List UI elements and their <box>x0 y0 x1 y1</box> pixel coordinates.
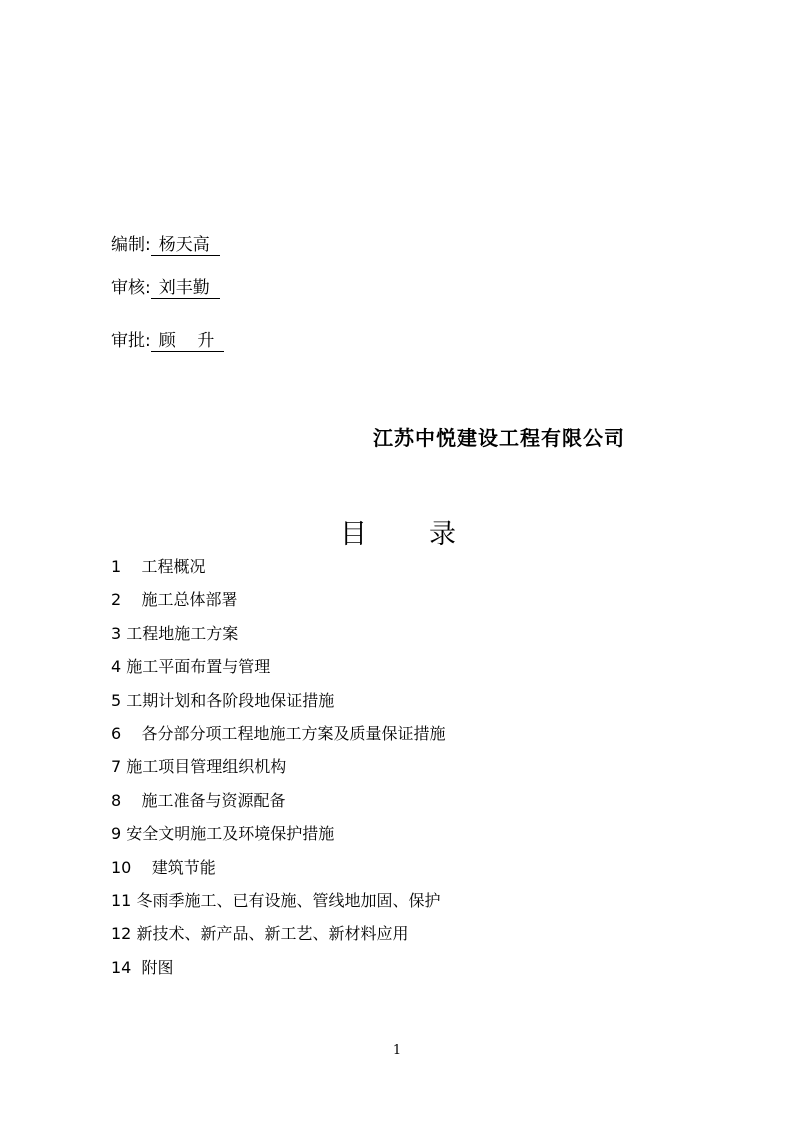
company-name: 江苏中悦建设工程有限公司 <box>373 426 625 450</box>
toc-item: 10 建筑节能 <box>111 857 216 877</box>
signature-row-reviewed <box>111 277 220 299</box>
toc-item: 8 施工准备与资源配备 <box>111 790 286 810</box>
reviewed-by-label: 审核: <box>111 278 151 298</box>
toc-title-right: 录 <box>429 519 456 550</box>
toc-item: 14 附图 <box>111 957 174 977</box>
toc-item: 9 安全文明施工及环境保护措施 <box>111 824 335 844</box>
signature-row-approved <box>111 330 224 352</box>
toc-title-left: 目 <box>340 519 367 550</box>
toc-item: 5 工期计划和各阶段地保证措施 <box>111 690 335 710</box>
toc-item: 6 各分部分项工程地施工方案及质量保证措施 <box>111 723 446 743</box>
approved-by-label: 审批: <box>111 331 151 351</box>
toc-item: 7 施工项目管理组织机构 <box>111 757 287 777</box>
toc-item: 2 施工总体部署 <box>111 590 238 610</box>
toc-item: 1 工程概况 <box>111 557 206 576</box>
page-number: 1 <box>392 1043 402 1058</box>
toc-item: 12 新技术、新产品、新工艺、新材料应用 <box>111 924 409 944</box>
approved-by-value: 顾 升 <box>151 331 225 352</box>
toc-item: 11 冬雨季施工、已有设施、管线地加固、保护 <box>111 890 441 910</box>
compiled-by-label: 编制: <box>111 235 151 255</box>
compiled-by-value: 杨天高 <box>151 235 220 256</box>
toc-list <box>111 557 446 991</box>
toc-title <box>340 512 456 551</box>
signature-row-compiled <box>111 234 220 256</box>
toc-item: 4 施工平面布置与管理 <box>111 657 271 677</box>
reviewed-by-value: 刘丰勤 <box>151 278 220 299</box>
toc-item: 3 工程地施工方案 <box>111 623 239 643</box>
